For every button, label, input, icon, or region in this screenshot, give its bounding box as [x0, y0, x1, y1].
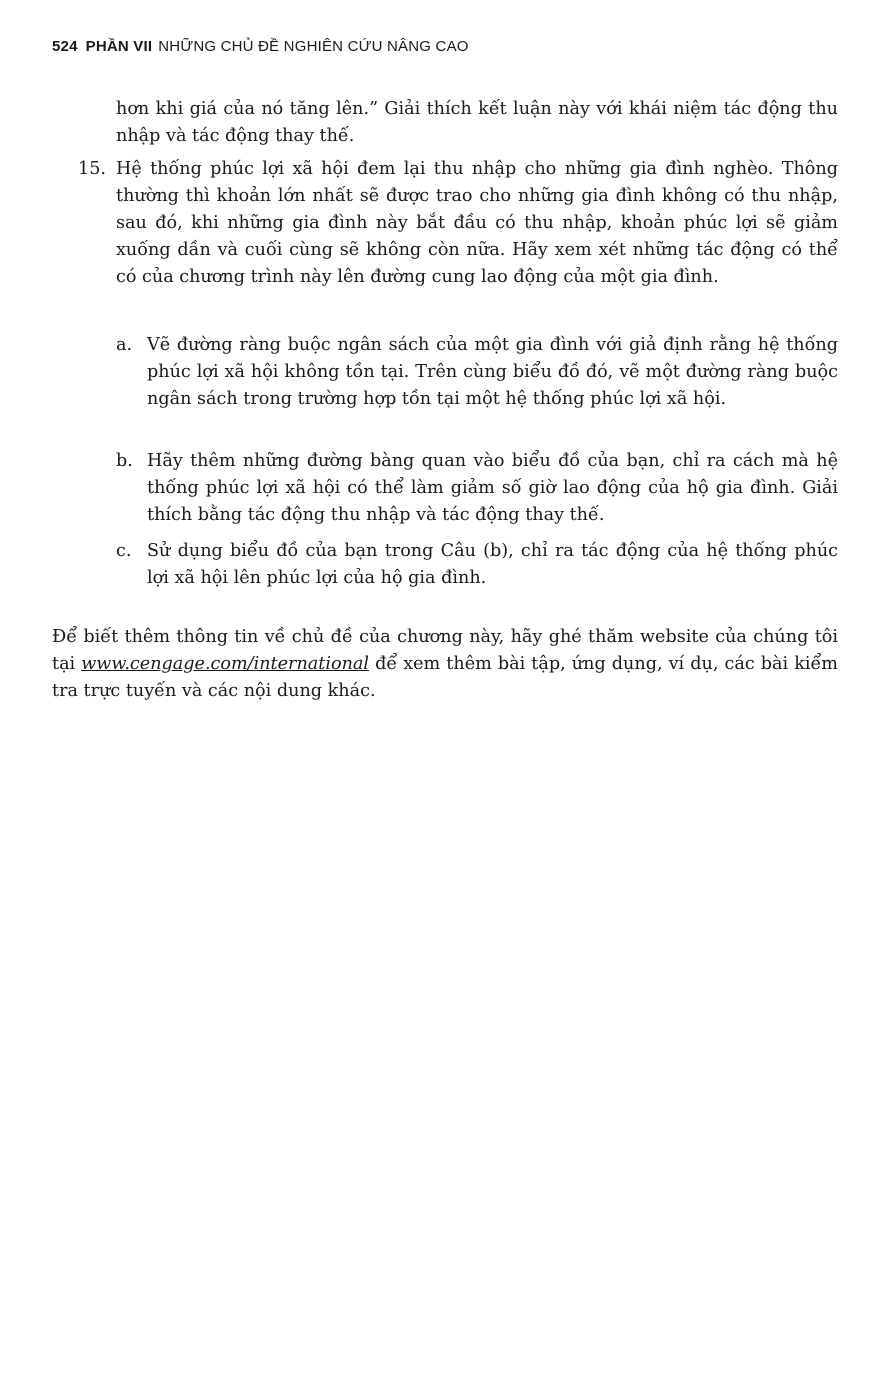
sub-question-c: [116, 538, 838, 592]
page-header: [52, 38, 469, 55]
sub-question-text: Hãy thêm những đường bàng quan vào biểu đồ của bạn, chỉ ra cách mà hệ thống phúc lợi xã hội có thể làm giảm số giờ lao động của hộ gia đình. Giải thích bằng tác động thu nhập và tác động thay thế.: [147, 451, 838, 525]
question-number: 15.: [78, 159, 106, 179]
page-number: 524: [52, 38, 78, 55]
footer-note-before-link: Để biết thêm thông tin về chủ đề của chương này, hãy ghé thăm website của chúng tôi tại: [52, 627, 838, 674]
sub-question-letter: a.: [116, 335, 133, 355]
part-title: NHỮNG CHỦ ĐỀ NGHIÊN CỨU NÂNG CAO: [158, 38, 469, 55]
sub-question-letter: c.: [116, 541, 132, 561]
sub-question-a: [116, 332, 838, 413]
question-text: Hệ thống phúc lợi xã hội đem lại thu nhập cho những gia đình nghèo. Thông thường thì khoản lớn nhất sẽ được trao cho những gia đình không có thu nhập, sau đó, khi những gia đình này bắt đầu có thu nhập, khoản phúc lợi sẽ giảm xuống dần và cuối cùng sẽ không còn nữa. Hãy xem xét những tác động có thể có của chương trình này lên đường cung lao động của một gia đình.: [116, 159, 838, 287]
footer-note: [52, 624, 838, 705]
sub-question-letter: b.: [116, 451, 133, 471]
sub-question-text: Sử dụng biểu đồ của bạn trong Câu (b), chỉ ra tác động của hệ thống phúc lợi xã hội lên phúc lợi của hộ gia đình.: [147, 541, 838, 588]
sub-question-b: [116, 448, 838, 529]
footer-note-after-link: để xem thêm bài tập, ứng dụng, ví dụ, các bài kiểm tra trực tuyến và các nội dung khác.: [52, 654, 838, 701]
website-link[interactable]: www.cengage.com/international: [81, 654, 370, 674]
continuation-paragraph: hơn khi giá của nó tăng lên.” Giải thích kết luận này với khái niệm tác động thu nhập và tác động thay thế.: [116, 99, 838, 146]
question-15: [78, 156, 838, 291]
part-label: PHẦN VII: [85, 38, 153, 55]
sub-question-text: Vẽ đường ràng buộc ngân sách của một gia đình với giả định rằng hệ thống phúc lợi xã hội không tồn tại. Trên cùng biểu đồ đó, vẽ một đường ràng buộc ngân sách trong trường hợp tồn tại một hệ thống phúc lợi xã hội.: [147, 335, 838, 409]
